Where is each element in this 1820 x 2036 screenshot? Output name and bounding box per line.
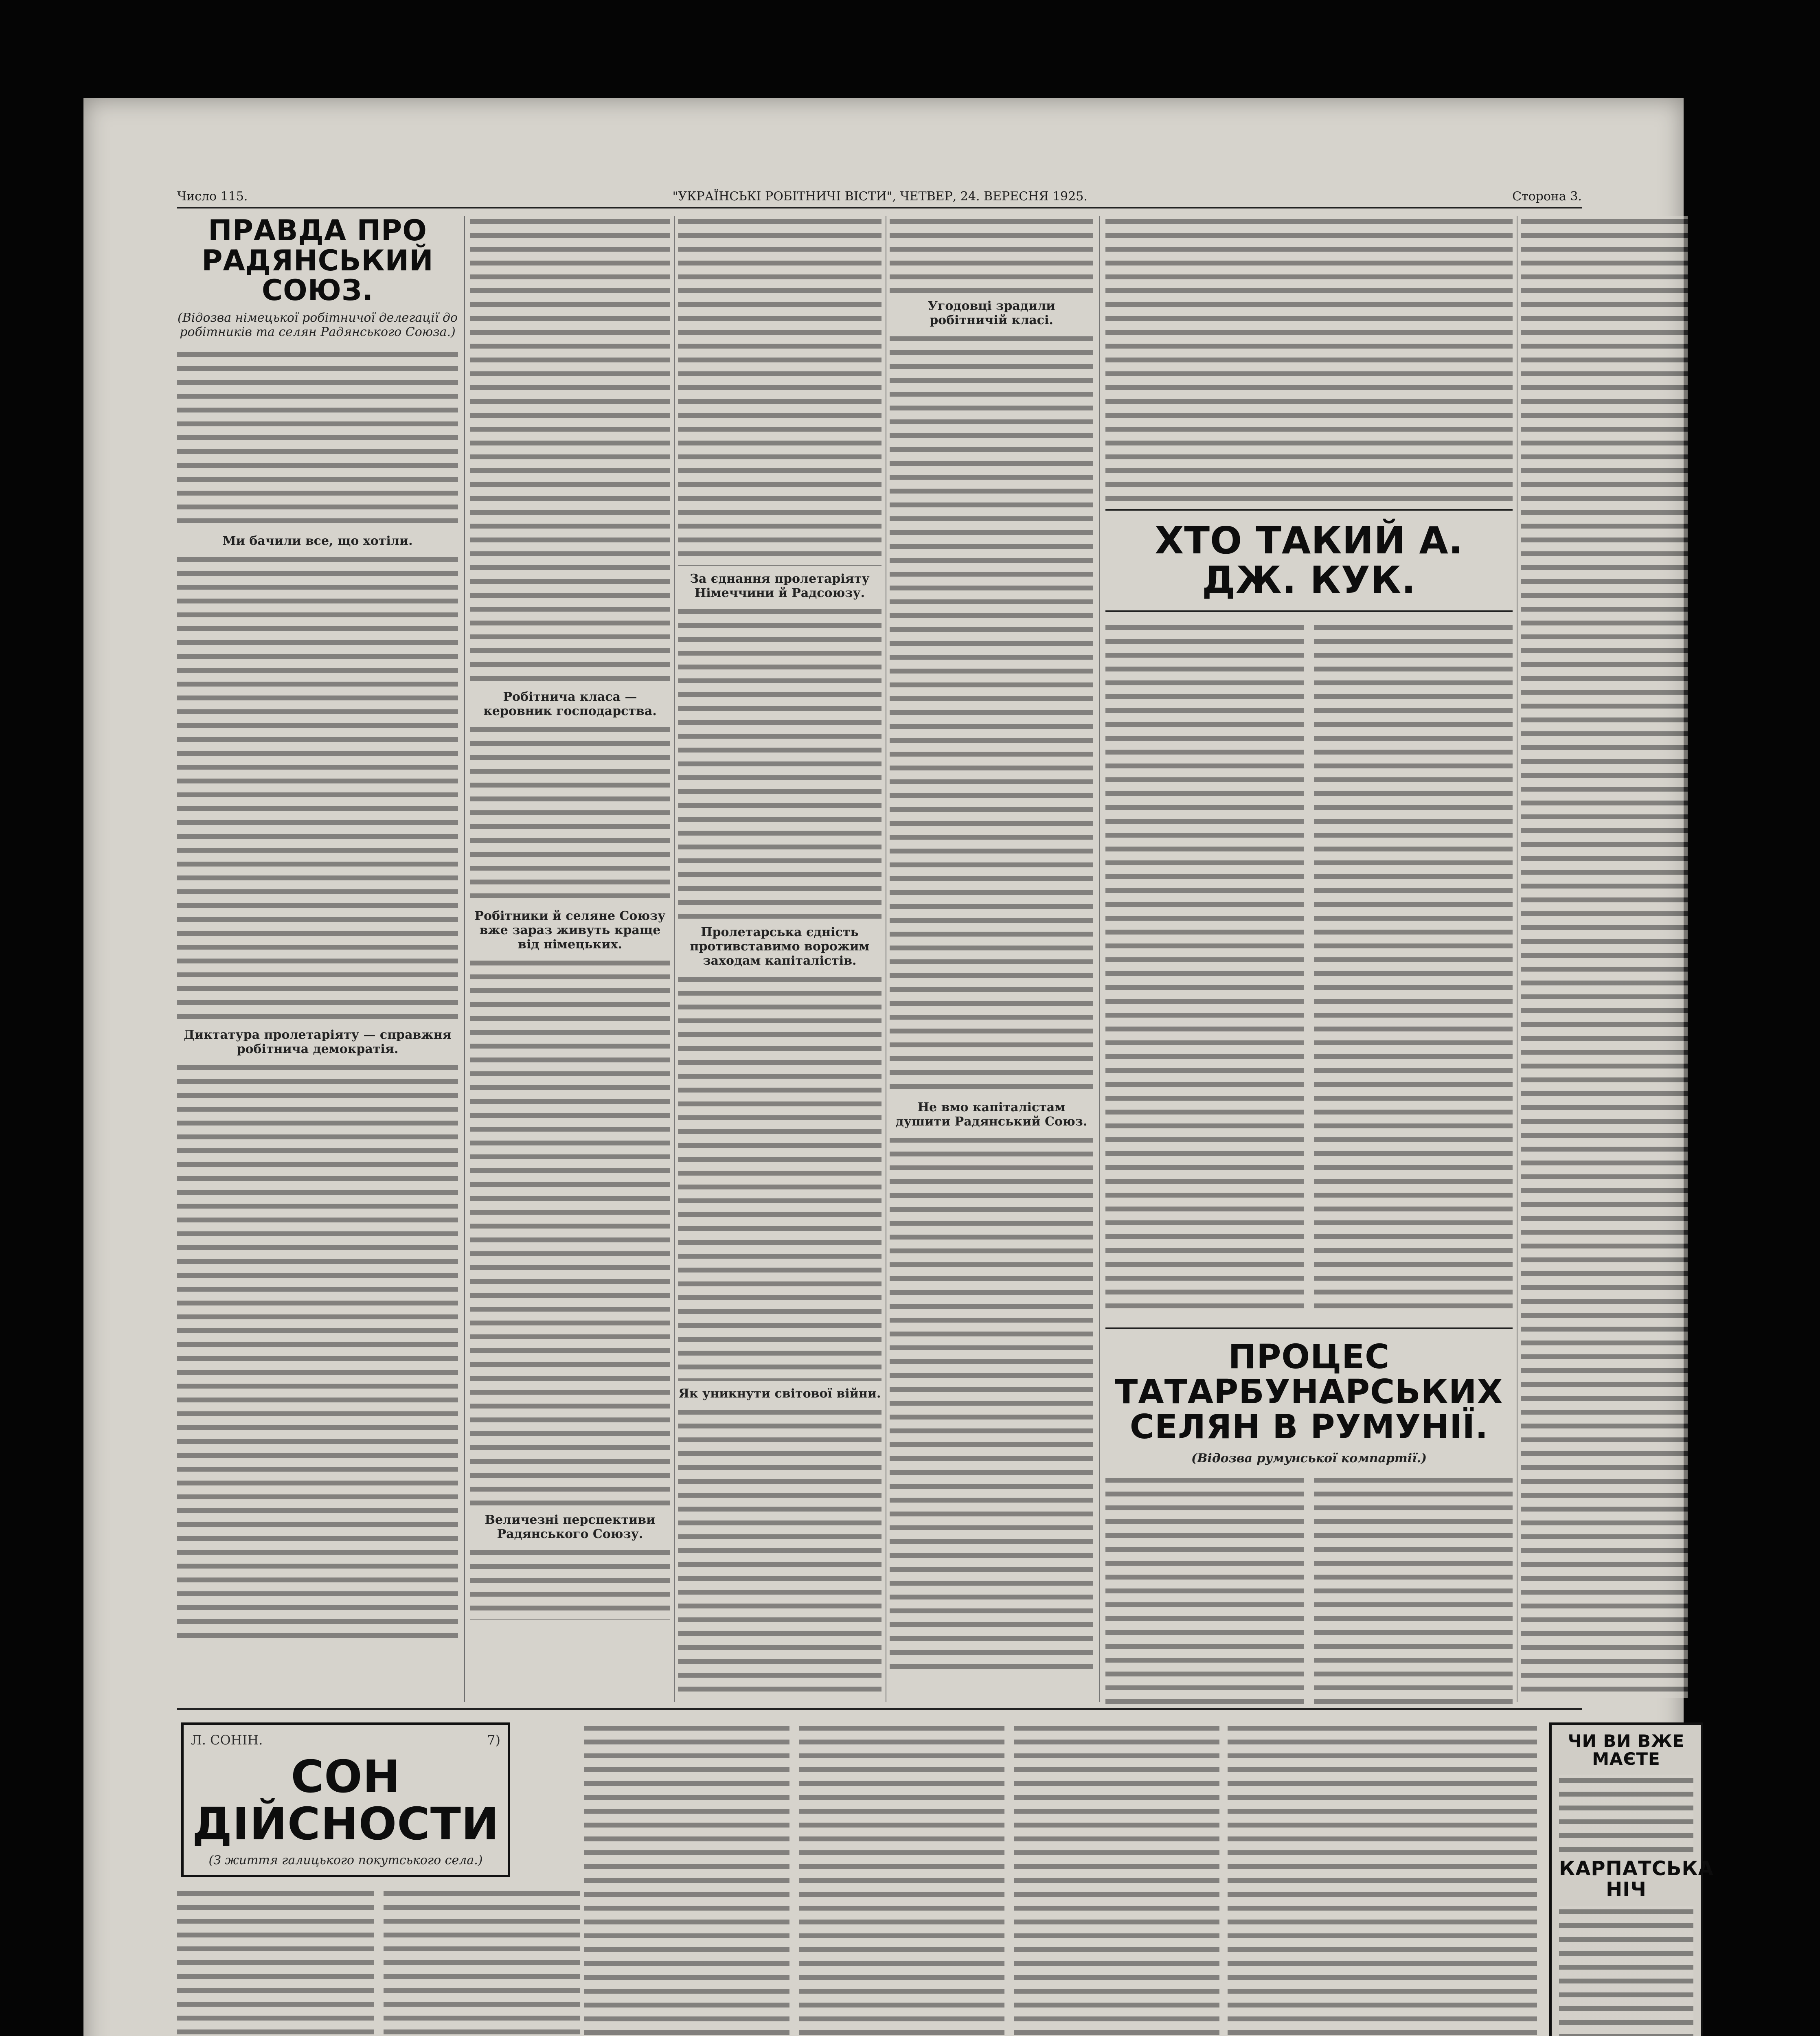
pravda-subhead: Пролетарська єдність противставимо ворожим заходам капіталістів. [690,925,870,968]
pravda-subhead: Ми бачили все, що хотіли. [222,533,413,548]
son-body-text [584,1722,789,2036]
pravda-column-3 [678,216,881,1692]
ad-title: ЧИ ВИ ВЖЕ МАЄТЕ [1568,1731,1685,1769]
tatarbunary-headline: ПРОЦЕС ТАТАРБУНАРСЬКИХ СЕЛЯН В РУМУНІЇ. [1105,1327,1513,1445]
pravda-body-text [678,216,881,566]
son-final-column [1228,1722,1537,2036]
newspaper-page [83,98,1714,2036]
son-author: Л. СОНІН. [191,1732,263,1748]
tatarbunary-column-right [1521,216,1688,1698]
continued-body-text [1105,216,1513,501]
son-installment: 7) [487,1732,500,1748]
pravda-subhead: Робітники й селяне Союзу вже зараз живуть краще від німецьких. [474,909,666,952]
newspaper-title: "УКРАЇНСЬКІ РОБІТНИЧІ ВІСТИ", ЧЕТВЕР, 24. ВЕРЕСНЯ 1925. [672,189,1088,204]
son-body-text [1228,1722,1537,2036]
masthead [177,171,1582,208]
page-number: Сторона 3. [1512,189,1582,204]
pravda-subhead: Величезні перспективи Радянського Союзу. [485,1513,656,1541]
pravda-body-text [177,554,458,1022]
kuk-article [1105,509,1513,1314]
son-body-text [384,1888,580,2036]
pravda-subhead: Робітнича класа — керовник господарства. [483,690,657,718]
son-body-text [177,1888,374,2036]
son-body-text [799,1722,1004,2036]
kuk-headline: ХТО ТАКИЙ А. ДЖ. КУК. [1105,509,1513,612]
pravda-body-text [177,349,458,528]
pravda-column-4 [890,216,1093,1672]
son-headline: СОН ДІЙСНОСТИ [192,1751,500,1850]
pravda-subhead: За єднання пролетаріяту Німеччини й Радсоюзу. [690,572,870,600]
pravda-column-1 [177,216,458,1644]
section-divider [177,1708,1582,1710]
pravda-body-text [678,1406,881,1692]
ad-body-text [1559,1775,1693,1852]
pravda-body-text [890,1134,1093,1672]
issue-number: Число 115. [177,189,248,204]
column-divider [464,216,465,1702]
pravda-body-text [177,1062,458,1644]
pravda-column-2 [470,216,670,1620]
tatarbunary-body-text [1521,216,1688,1698]
tatarbunary-subtitle: (Відозва румунської компартії.) [1191,1451,1427,1466]
pravda-body-text [470,724,670,903]
pravda-subtitle: (Відозва німецької робітничої делегації до робітників та селян Радянського Союза.) [178,310,458,339]
pravda-body-text [890,333,1093,1095]
tatarbunary-body-text [1105,1474,1304,1711]
ad-book-title: КАРПАТСЬКА НІЧ [1559,1857,1714,1901]
tatarbunary-body-text [1314,1474,1513,1711]
tatarbunary-article [1105,1327,1513,1711]
pravda-body-text [470,216,670,684]
karpatska-nich-ad [1549,1722,1714,2036]
pravda-body-text [890,216,1093,293]
kuk-body-text [1105,622,1304,1314]
son-subtitle: (З життя галицького покутського села.) [208,1853,483,1867]
pravda-body-text [470,1547,670,1620]
column-divider [674,216,675,1702]
pravda-headline: ПРАВДА ПРО РАДЯНСЬКИЙ СОЮЗ. [202,214,434,307]
son-body-text [1014,1722,1219,2036]
pravda-body-text [678,974,881,1381]
pravda-body-text [678,606,881,919]
pravda-subhead: Як уникнути світової війни. [678,1387,881,1401]
son-title-box [181,1722,510,1877]
pravda-subhead: Угодовці зрадили робітничій класі. [928,299,1055,327]
continued-text [1105,216,1513,501]
pravda-body-text [470,957,670,1507]
pravda-subhead: Не вмо капіталістам душити Радянський Союз. [895,1100,1088,1129]
column-divider [1099,216,1100,1702]
son-article [177,1722,580,2036]
ad-body-text [1559,1906,1693,2036]
kuk-body-text [1314,622,1513,1314]
pravda-subhead: Диктатура пролетаріяту — справжня робітнича демократія. [184,1027,452,1056]
son-continued [584,1722,1219,2036]
